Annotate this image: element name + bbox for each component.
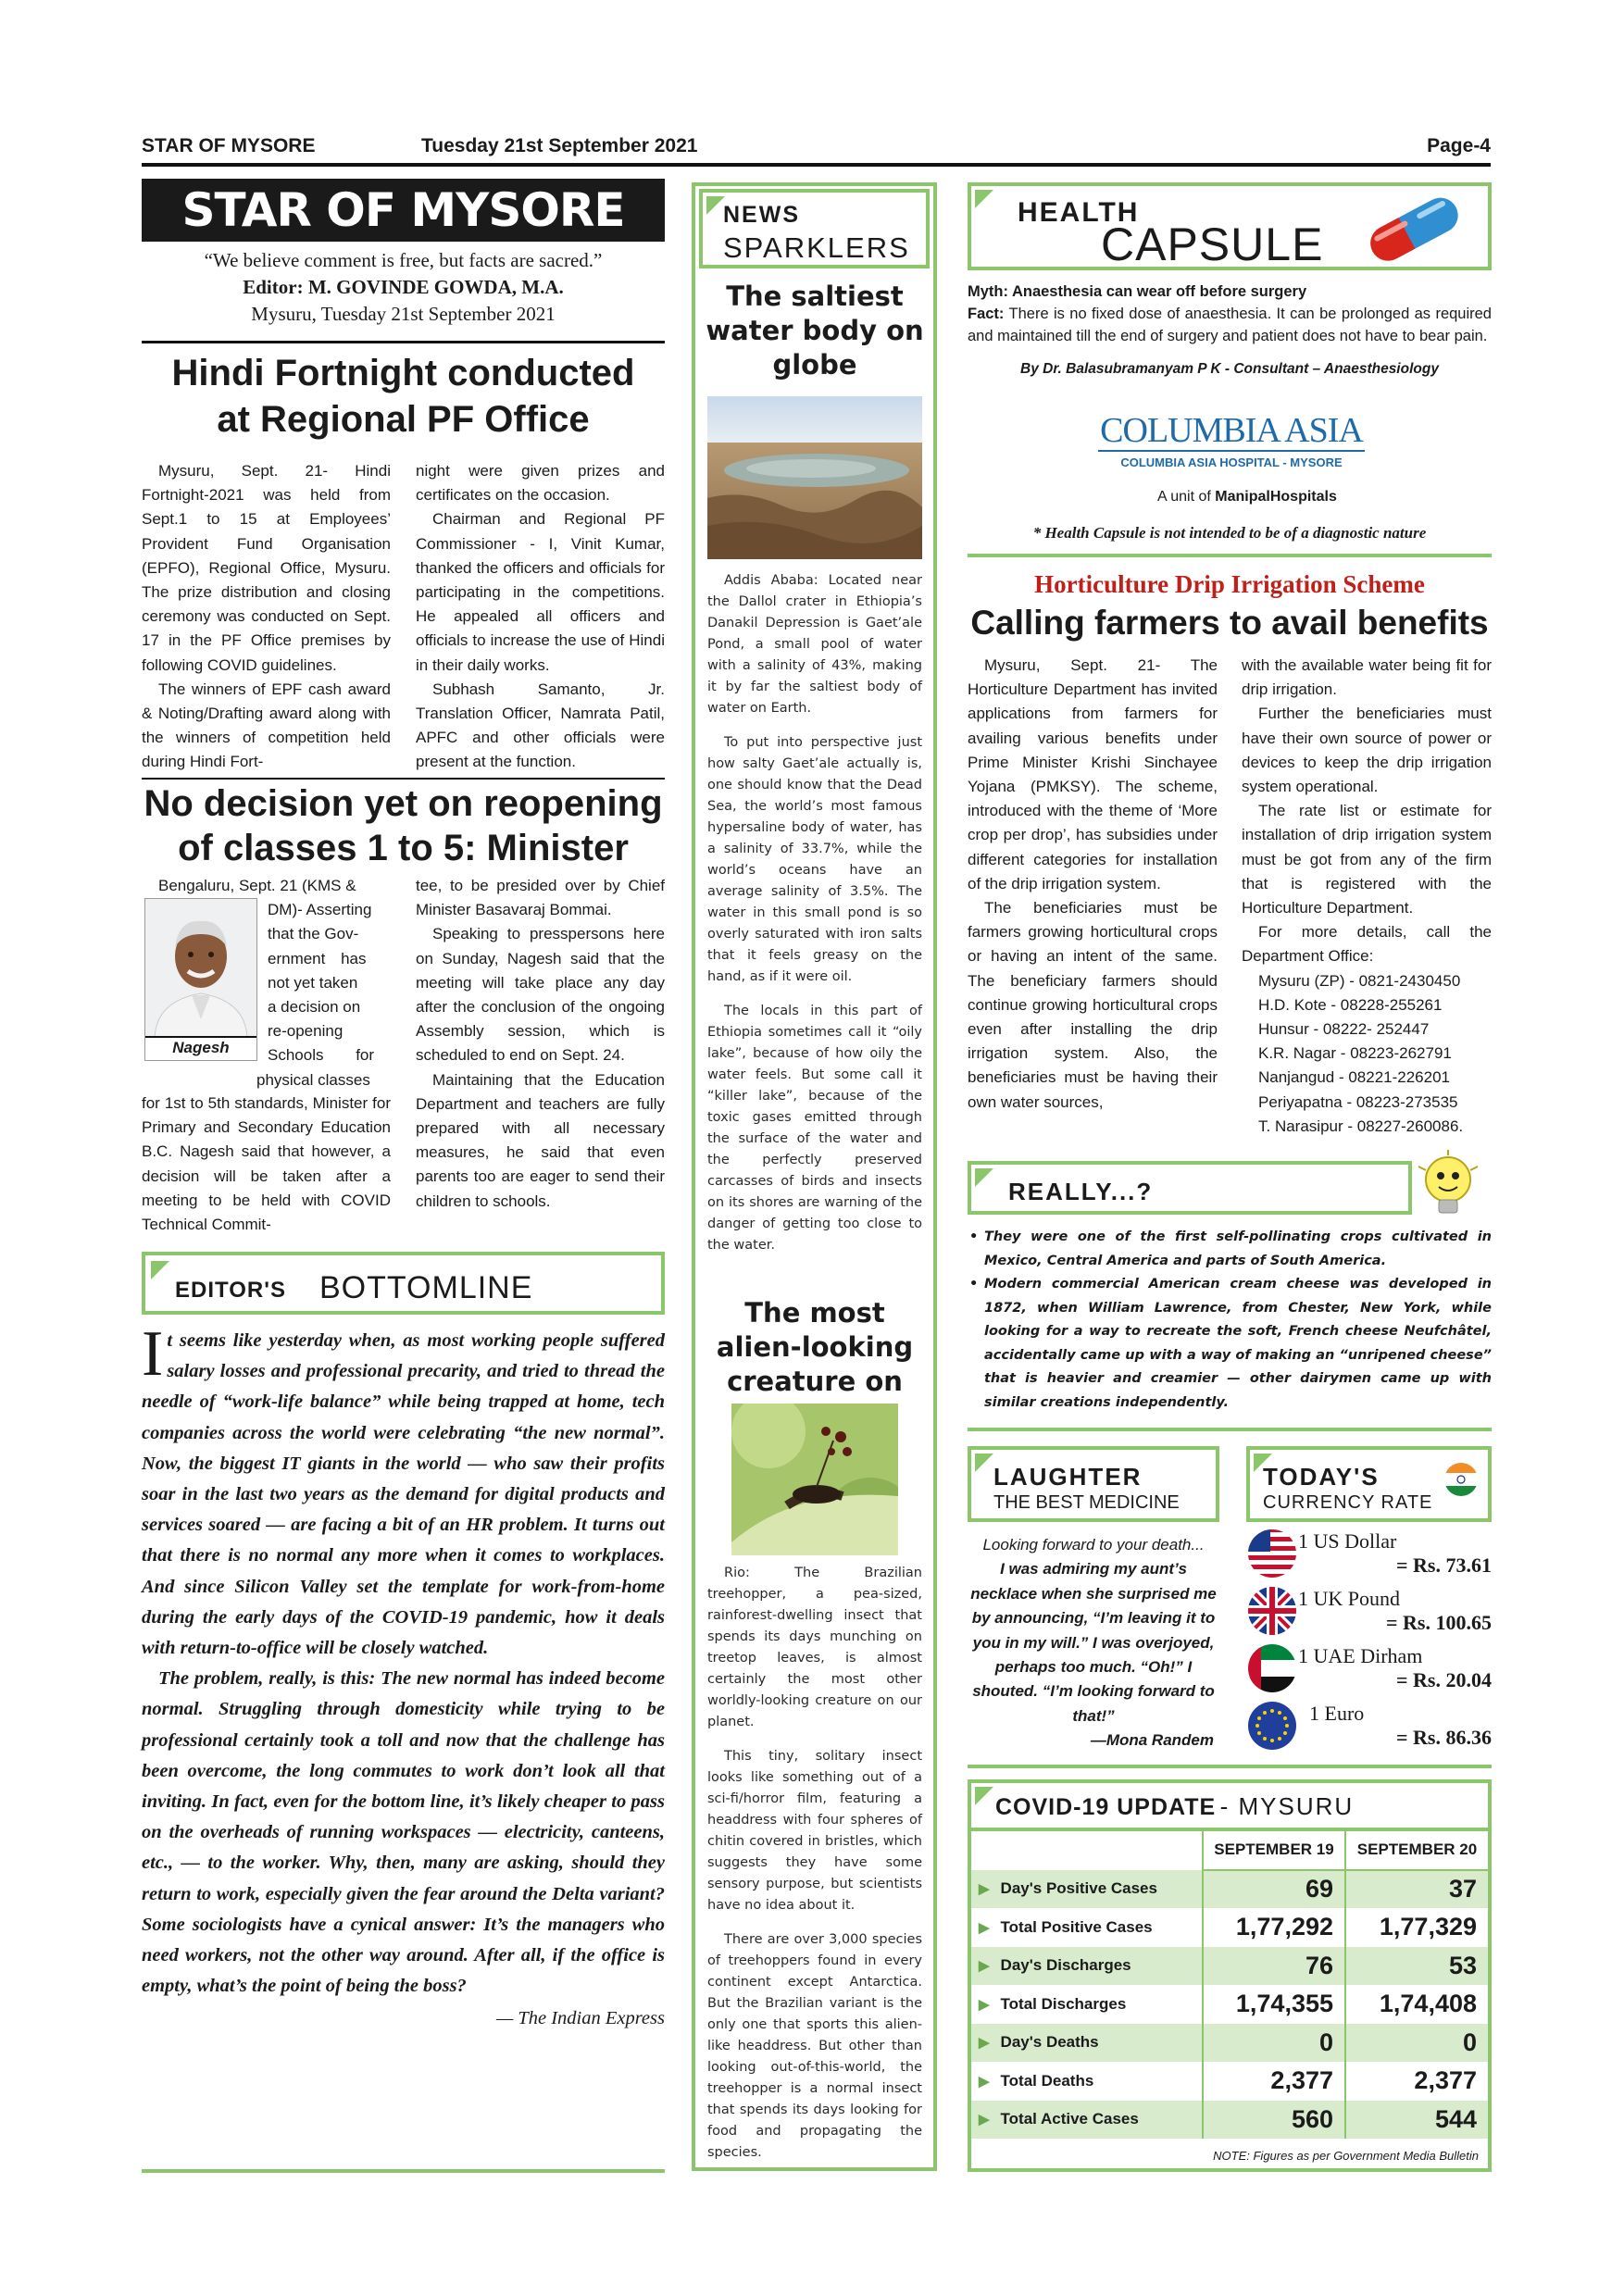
classes-col2-para: tee, to be presided over by Chief Minister Basavaraj Bommai. [416, 877, 665, 919]
classes-headline [142, 781, 665, 870]
play-triangle-icon: ▶ [979, 2073, 990, 2090]
covid-row-label-cell [971, 1870, 1203, 1909]
bottomline-bottom-rule [142, 2169, 665, 2173]
treehopper-body [707, 1563, 922, 2177]
really-bottom-rule [968, 1428, 1492, 1431]
horti-contact: Periyapatna - 08223-273535 [1258, 1092, 1458, 1111]
covid-value-sep20: 37 [1345, 1870, 1488, 1909]
covid-row-label: Total Discharges [1000, 1994, 1127, 2013]
uk-flag-icon [1246, 1585, 1298, 1637]
really-item: • Modern commercial American cream cheese was developed in 1872, when William Lawrence, from Chester, New York, while looking for a way to recreate the soft, French cheese Neufchâtel, accidentally came up with a way of making an “unripened cheese” that is heavier and creamier — other dairymen came up with similar creations independently. [969, 1277, 1492, 1410]
green-corner [975, 1787, 993, 1805]
bottomline-label-box [142, 1252, 665, 1315]
covid-value-sep19: 0 [1203, 2024, 1345, 2063]
covid-row [971, 1908, 1488, 1947]
horti-headline: Calling farmers to avail benefits [970, 604, 1489, 642]
laughter-author: —Mona Randem [1090, 1731, 1214, 1750]
uae-flag-icon [1246, 1642, 1298, 1694]
covid-row-label: Day's Discharges [1000, 1956, 1131, 1975]
saltiest-para: The locals in this part of Ethiopia sometimes call it “oily lake”, because of how oily the water feels. But some call it “killer lake”, because of the toxic gases emitted through the surface of the water and the perfectly preserved carcasses of birds and insects on its shores are warning of the danger of getting too close to the water. [707, 1004, 922, 1253]
bottomline-para-1-text: t seems like yesterday when, as most working people suffered salary losses and professional precarity, and tried to thread the needle of “work-life balance” while being trapped at home, tech companies across the world were celebrating “the new normal”. Now, the biggest IT giants in the world — who saw their profits soar in the last two years as the demand for digital products and services soared — are facing a bit of an HR problem. It turns out that there is no normal any more when it comes to workplaces. And since Silicon Valley set the template for work-from-home during the early days of the COVID-19 pandemic, how it deals with return-to-office will be closely watched. [142, 1330, 665, 1659]
classes-wrap-line: re-opening [268, 1022, 344, 1041]
currency-value: = Rs. 86.36 [1396, 1726, 1492, 1749]
hindi-column-2 [416, 459, 665, 775]
covid-value-sep20: 1,77,329 [1345, 1908, 1488, 1947]
hindi-headline-line2: at Regional PF Office [217, 399, 590, 440]
classes-wrap-line: Schools for [268, 1046, 375, 1065]
really-list [968, 1226, 1492, 1415]
play-triangle-icon: ▶ [979, 2112, 990, 2128]
covid-value-sep20: 2,377 [1345, 2062, 1488, 2101]
currency-label-box [1246, 1446, 1492, 1522]
covid-row-label-cell [971, 1947, 1203, 1986]
saltiest-body [707, 570, 922, 1269]
covid-row [971, 2101, 1488, 2140]
health-label-light: CAPSULE [1101, 218, 1324, 270]
hindi-headline-line1: Hindi Fortnight conducted [171, 353, 635, 393]
capsule-icon [1347, 186, 1486, 266]
horti-contact: H.D. Kote - 08228-255261 [1258, 995, 1443, 1014]
covid-row [971, 1947, 1488, 1986]
horti-contact: T. Narasipur - 08227-260086. [1258, 1117, 1464, 1135]
columbia-asia-logo-underline [1098, 450, 1365, 452]
horti-col1-para: Mysuru, Sept. 21- The Horticulture Department has invited applications from farmers for availing various benefits under Prime Minister Krishi Sinchayee Yojana (PMKSY). The scheme, introduced with the theme of ‘More crop per drop’, has subsidies under different categories for installation of the drip irrigation system. [968, 656, 1218, 892]
classes-col2-para: Maintaining that the Education Department and teachers are fully prepared with all necessary measures, he said that even parents too are eager to send their children to schools. [416, 1070, 665, 1210]
classes-wrap-line: not yet taken [268, 973, 358, 992]
play-triangle-icon: ▶ [979, 1919, 990, 1936]
covid-value-sep19: 560 [1203, 2101, 1345, 2140]
currency-name: 1 UAE Dirham [1298, 1644, 1423, 1667]
covid-note: NOTE: Figures as per Government Media Bulletin [1213, 2149, 1479, 2163]
horti-kicker: Horticulture Drip Irrigation Scheme [1034, 570, 1425, 598]
currency-row [1246, 1700, 1492, 1757]
hindi-col1-para: The winners of EPF cash award & Noting/Drafting award along with the winners of competition held during Hindi Fort- [142, 680, 391, 771]
classes-wrap-line: physical classes [256, 1070, 370, 1089]
green-corner [706, 196, 725, 215]
horti-col1-para: The beneficiaries must be farmers growing horticultural crops or having an intent of the same. The beneficiary farmers should continue growing horticultural crops even after installing the drip irrigation system. Also, the beneficiaries must be having their own water sources, [968, 899, 1218, 1111]
covid-value-sep19: 1,74,355 [1203, 1985, 1345, 2024]
covid-box [968, 1779, 1492, 2172]
covid-value-sep20: 1,74,408 [1345, 1985, 1488, 2024]
saltiest-headline: The saltiest water body on globe [706, 281, 924, 381]
laughter-label-bold: LAUGHTER [993, 1463, 1143, 1491]
health-label-box [968, 182, 1492, 270]
covid-value-sep19: 76 [1203, 1947, 1345, 1986]
really-label: REALLY...? [1008, 1178, 1154, 1205]
covid-row-label-cell [971, 2024, 1203, 2063]
treehopper-para: Rio: The Brazilian treehopper, a pea-sized, rainforest-dwelling insect that spends its days munching on treetop leaves, is almost certainly the most other worldly-looking creature on our planet. [707, 1566, 922, 1729]
horti-col2-para: For more details, call the Department Office: [1242, 923, 1492, 966]
horti-col2-para: with the available water being fit for drip irrigation. [1242, 656, 1492, 699]
covid-label-light: - MYSURU [1219, 1792, 1355, 1820]
bottomline-body [142, 1318, 665, 2035]
manipal-unit-name: ManipalHospitals [1215, 489, 1337, 505]
classes-wrap-line: Bengaluru, Sept. 21 (KMS & [158, 877, 356, 894]
salt-pond-image-icon [707, 396, 922, 559]
treehopper-para: This tiny, solitary insect looks like something out of a sci-fi/horror film, featuring a headdress with four spheres of chitin covered in bristles, which suggests they have some sensory purpose, but scientists have no idea about it. [707, 1749, 922, 1913]
currency-name: 1 US Dollar [1298, 1529, 1397, 1553]
covid-row-label: Total Active Cases [1000, 2110, 1139, 2128]
currency-value: = Rs. 100.65 [1386, 1611, 1492, 1634]
hindi-col1-para: Mysuru, Sept. 21- Hindi Fortnight-2021 was held from Sept.1 to 15 at Employees’ Provident Fund Organisation (EPFO), Regional Office, Mysuru. The prize distribution and closing ceremony was conducted on Sept. 17 in the PF Office premises by following COVID guidelines. [142, 462, 391, 674]
covid-row-label-cell [971, 2101, 1203, 2140]
play-triangle-icon: ▶ [979, 1881, 990, 1898]
classes-headline-line2: of classes 1 to 5: Minister [178, 828, 629, 868]
sparklers-label-light: SPARKLERS [723, 231, 910, 264]
hindi-column-1 [142, 459, 391, 775]
horti-contacts [1242, 969, 1492, 1139]
green-corner [975, 1454, 993, 1472]
currency-row [1246, 1642, 1492, 1700]
classes-headline-line1: No decision yet on reopening [144, 783, 663, 824]
masthead-dateline: Mysuru, Tuesday 21st September 2021 [251, 303, 556, 325]
green-corner [975, 190, 993, 208]
currency-name: 1 UK Pound [1298, 1587, 1401, 1610]
horti-contact: K.R. Nagar - 08223-262791 [1258, 1044, 1452, 1063]
header-date: Tuesday 21st September 2021 [421, 135, 698, 156]
laughter-body [968, 1533, 1219, 1753]
health-label-bold: HEALTH [1018, 197, 1140, 228]
currency-row [1246, 1585, 1492, 1642]
columbia-asia-logo-sub: COLUMBIA ASIA HOSPITAL - MYSORE [1120, 455, 1343, 469]
really-item: • They were one of the first self-pollinating crops cultivated in Mexico, Central America and parts of South America. [969, 1229, 1492, 1268]
bottomline-label-light: BOTTOMLINE [319, 1270, 533, 1305]
masthead [142, 179, 665, 338]
hindi-headline [142, 350, 665, 443]
classes-wrap-line: a decision on [268, 998, 361, 1017]
laughter-label-box [968, 1446, 1219, 1522]
header-rule [142, 163, 1491, 167]
health-fact-text: There is no fixed dose of anaesthesia. It can be prolonged as required and maintained till the end of surgery and patient does not have to bear pain. [968, 306, 1492, 344]
horti-column-1 [968, 654, 1218, 1115]
treehopper-image-icon [731, 1404, 898, 1555]
green-corner [151, 1261, 169, 1279]
hindi-col2-para: night were given prizes and certificates on the occasion. [416, 462, 665, 505]
covid-row-label: Total Positive Cases [1000, 1917, 1153, 1936]
laughter-label-light: THE BEST MEDICINE [993, 1492, 1180, 1513]
play-triangle-icon: ▶ [979, 1996, 990, 2013]
bottomline-source: — The Indian Express [495, 2008, 665, 2029]
masthead-title: STAR OF MYSORE [142, 179, 665, 242]
covid-row-label: Day's Positive Cases [1000, 1879, 1157, 1898]
covid-table [971, 1831, 1488, 2139]
header-paper-name: STAR OF MYSORE [142, 135, 316, 156]
eu-flag-icon [1246, 1700, 1298, 1752]
classes-wrap-line: that the Gov- [268, 925, 359, 943]
header-page-number: Page-4 [1427, 135, 1491, 156]
hindi-col2-para: Chairman and Regional PF Commissioner - I, Vinit Kumar, thanked the officers and officials for participating in the competitions. He appealed all officers and officials to increase the use of Hindi in their daily works. [416, 510, 665, 674]
page-header [142, 135, 1491, 161]
bottomline-para-2: The problem, really, is this: The new normal has indeed become normal. Struggling through domesticity while trying to be professional certainly took a toll and now that the challenge has been overcome, the long commutes to work don’t look all that inviting. In fact, even for the bottom line, it’s likely cheaper to pass on the overheads of running workspaces — electricity, canteens, etc., — to the worker. Why, then, many are asking, should they return to work, especially given the fear around the Delta variant? Some sociologists have a cynical answer: It’s the managers who need workers, not the other way around. After all, if the office is empty, what’s the point of being the boss? [142, 1668, 665, 1997]
covid-row-label-cell [971, 1985, 1203, 2024]
horti-col2-para: The rate list or estimate for installation of drip irrigation system must be got from any of the firm that is registered with the Horticulture Department. [1242, 802, 1492, 917]
covid-row [971, 1985, 1488, 2024]
currency-label-bold: TODAY'S [1263, 1463, 1380, 1491]
treehopper-para: There are over 3,000 species of treehoppers found in every continent except Antarctica. But the Brazilian variant is the only one that sports this alien-like headdress. But other than looking out-of-this-world, the treehopper is a normal insect that spends its days looking for food and propagating the species. [707, 1932, 922, 2160]
covid-value-sep20: 53 [1345, 1947, 1488, 1986]
covid-row-label: Day's Deaths [1000, 2033, 1099, 2052]
classes-column-1-top [142, 874, 391, 1092]
covid-value-sep19: 1,77,292 [1203, 1908, 1345, 1947]
currency-row [1246, 1528, 1492, 1585]
covid-row-label: Total Deaths [1000, 2071, 1094, 2090]
bottomline-label-bold: EDITOR'S [175, 1278, 286, 1303]
sparklers-label-bold: NEWS [723, 202, 800, 228]
columbia-asia-logo [1093, 411, 1370, 469]
covid-col-header: SEPTEMBER 20 [1345, 1831, 1488, 1870]
green-corner [975, 1168, 993, 1187]
covid-row [971, 2062, 1488, 2101]
treehopper-photo [731, 1404, 898, 1555]
hindi-rule [142, 778, 665, 780]
covid-label [995, 1792, 1354, 1821]
saltiest-para: Addis Ababa: Located near the Dallol crater in Ethiopia’s Danakil Depression is Gaet’ale Pond, a small pool of water with a salinity of 43%, making it by far the saltiest body of water on Earth. [707, 573, 922, 716]
saltiest-photo [707, 396, 922, 559]
currency-label-light: CURRENCY RATE [1263, 1492, 1433, 1513]
covid-row-label-cell [971, 1908, 1203, 1947]
sparklers-label-box [699, 189, 930, 268]
classes-column-1-rest [142, 1092, 391, 1237]
health-bottom-rule [968, 554, 1492, 557]
masthead-editor: Editor: M. GOVINDE GOWDA, M.A. [243, 276, 564, 298]
masthead-motto: “We believe comment is free, but facts are sacred.” [204, 249, 603, 271]
laughter-lead: Looking forward to your death... [982, 1536, 1205, 1554]
covid-value-sep19: 2,377 [1203, 2062, 1345, 2101]
horti-column-2 [1242, 654, 1492, 1139]
classes-wrap-line: DM)- Asserting [268, 901, 372, 919]
currency-bottom-rule [968, 1765, 1492, 1768]
health-body [968, 281, 1492, 381]
classes-column-2 [416, 874, 665, 1214]
covid-label-bold: COVID-19 UPDATE [995, 1794, 1217, 1820]
bottomline-para-1 [142, 1318, 665, 1664]
classes-col1-para: for 1st to 5th standards, Minister for Primary and Secondary Education B.C. Nagesh said that however, a decision will be taken after a meeting to be held with COVID Technical Commit- [142, 1094, 391, 1234]
us-flag-icon [1246, 1528, 1298, 1579]
really-item-text: They were one of the first self-pollinating crops cultivated in Mexico, Central America and parts of South America. [984, 1229, 1492, 1268]
classes-wrap-line: ernment has [268, 949, 367, 967]
covid-value-sep20: 0 [1345, 2024, 1488, 2063]
manipal-unit [1157, 489, 1337, 505]
masthead-rule [142, 341, 665, 343]
health-myth: Myth: Anaesthesia can wear off before surgery [968, 283, 1307, 300]
currency-value: = Rs. 20.04 [1396, 1668, 1492, 1691]
health-fact-label: Fact: [968, 306, 1005, 322]
covid-row [971, 1870, 1488, 1909]
india-flag-icon [1443, 1461, 1480, 1498]
horti-contact: Hunsur - 08222- 252447 [1258, 1020, 1430, 1039]
horti-col2-para: Further the beneficiaries must have their own source of power or devices to keep the drip irrigation system operational. [1242, 705, 1492, 796]
covid-table-wrap [971, 1831, 1488, 2139]
currency-name: 1 Euro [1309, 1702, 1365, 1725]
covid-row-label-cell [971, 2062, 1203, 2101]
health-byline: By Dr. Balasubramanyam P K - Consultant – Anaesthesiology [1020, 361, 1439, 377]
saltiest-para: To put into perspective just how salty Gaet’ale actually is, one should know that the Dead Sea, the world’s most famous hypersaline body of water, has a salinity of 33.7%, while the world’s oceans have an average salinity of 3.5%. The water in this small pond is so overly saturated with iron salts that it feels greasy on the hand, as if it were oil. [707, 735, 922, 984]
covid-value-sep20: 544 [1345, 2101, 1488, 2140]
nagesh-photo-caption: Nagesh [145, 1036, 256, 1060]
manipal-unit-prefix: A unit of [1157, 489, 1211, 505]
columbia-asia-logo-text: COLUMBIA ASIA [1100, 411, 1363, 450]
horti-contact: Mysuru (ZP) - 0821-2430450 [1258, 971, 1461, 990]
covid-value-sep19: 69 [1203, 1870, 1345, 1909]
currency-value: = Rs. 73.61 [1396, 1554, 1492, 1577]
horti-contact: Nanjangud - 08221-226201 [1258, 1068, 1451, 1087]
hindi-col2-para: Subhash Samanto, Jr. Translation Officer, Namrata Patil, APFC and other officials were present at the function. [416, 680, 665, 771]
currency-list [1246, 1528, 1492, 1757]
health-fact [968, 303, 1492, 347]
treehopper-headline: The most alien-looking creature on [716, 1297, 914, 1397]
play-triangle-icon: ▶ [979, 2035, 990, 2052]
covid-col-header: SEPTEMBER 19 [1203, 1831, 1345, 1870]
lightbulb-icon [1411, 1148, 1485, 1228]
really-label-box [968, 1161, 1412, 1215]
classes-col2-para: Speaking to presspersons here on Sunday, Nagesh said that the meeting will take place any day after the conclusion of the ongoing Assembly session, which is scheduled to end on Sept. 24. [416, 925, 665, 1065]
laughter-joke: I was admiring my aunt’s necklace when she surprised me by announcing, “I’m leaving it to you in my will.” I was overjoyed, perhaps too much. “Oh!” I shouted. “I’m looking forward to that!” [970, 1560, 1217, 1725]
bottomline-dropcap: I [142, 1318, 164, 1390]
covid-header-row [971, 1831, 1488, 1870]
really-item-text: Modern commercial American cream cheese was developed in 1872, when William Lawrence, from Chester, New York, while looking for a way to recreate the soft, French cheese Neufchâtel, accidentally came up with a way of making an “unripened cheese” that is heavier and creamier — other dairymen came up with similar creations independently. [984, 1277, 1492, 1410]
health-disclaimer: * Health Capsule is not intended to be of a diagnostic nature [1032, 524, 1427, 542]
play-triangle-icon: ▶ [979, 1958, 990, 1975]
covid-row [971, 2024, 1488, 2063]
